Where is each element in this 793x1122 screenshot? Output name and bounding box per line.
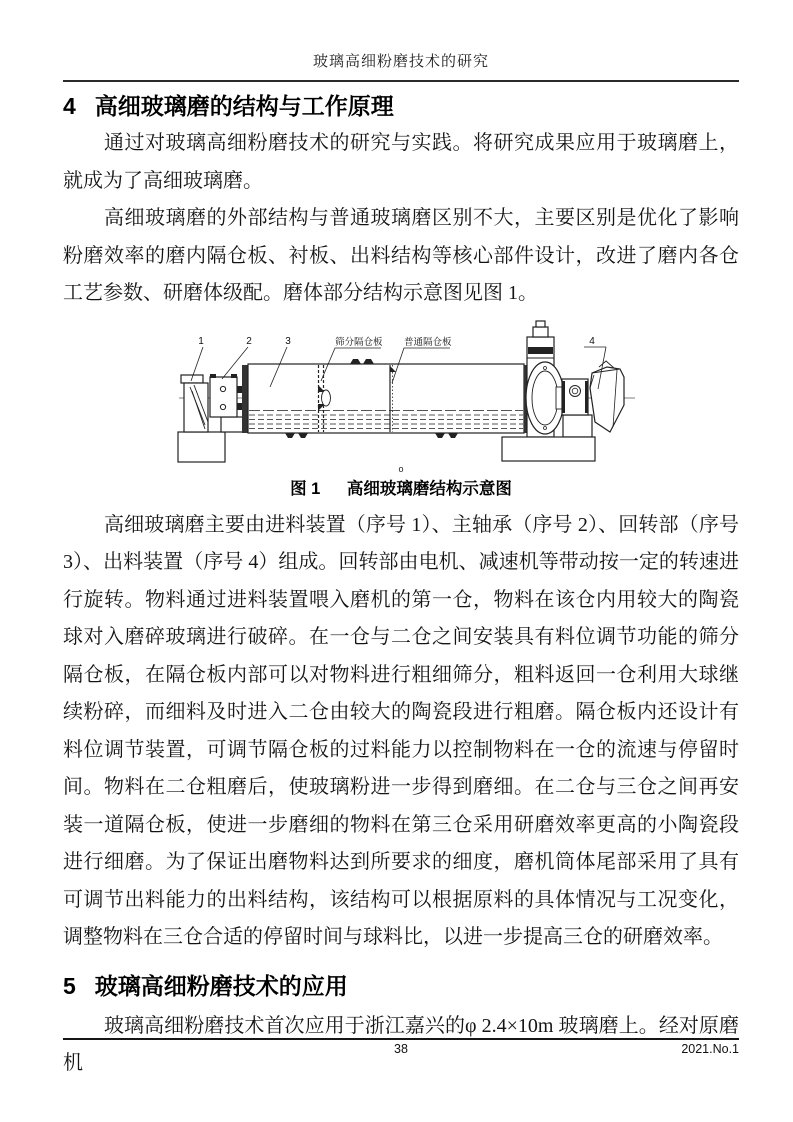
part-label-4: 4 [589,335,595,347]
header-rule [63,80,739,82]
page-footer [63,1038,739,1060]
discharge-hopper [590,367,624,432]
footer-row [63,1042,739,1060]
figure-caption-title: 高细玻璃磨结构示意图 [346,479,512,498]
section-4-number: 4 [63,93,76,119]
part-label-1: 1 [198,335,204,347]
figure-caption [63,475,739,499]
part-label-2: 2 [246,335,252,347]
drum-shell [248,364,524,433]
section-5-number: 5 [63,972,76,999]
paragraph-3: 高细玻璃磨主要由进料装置（序号 1）、主轴承（序号 2）、回转部（序号 3）、出料装置（序号 4）组成。回转部由电机、减速机等带动按一定的转速进行旋转。物料通过进料装置喂入磨机的第一仓，物料在该仓内用较大的陶瓷球对入磨碎玻璃进行破碎。在一仓与二仓之间安装具有料位调节功能的筛分隔仓板，在隔仓板内部可以对物料进行粗细筛分，粗料返回一仓利用大球继续粉碎，而细料及时进入二仓由较大的陶瓷段进行粗磨。隔仓板内还设计有料位调节装置，可调节隔仓板的过料能力以控制物料在一仓的流速与停留时间。物料在二仓粗磨后，使玻璃粉进一步得到磨细。在二仓与三仓之间再安装一道隔仓板，使进一步磨细的物料在第三仓采用研磨效率更高的小陶瓷段进行细磨。为了保证出磨物料达到所要求的细度，磨机筒体尾部采用了具有可调节出料能力的出料结构，该结构可以根据原料的具体情况与工况变化，调整物料在三仓合适的停留时间与球料比，以进一步提高三仓的研磨效率。 [63,513,739,948]
running-title: 玻璃高细粉磨技术的研究 [312,54,489,70]
section-4-heading [63,91,739,121]
discharge-bearing-pedestal [563,415,592,437]
issue-number: 2021.No.1 [681,1042,739,1056]
feed-base-block [178,432,225,462]
figure-caption-label: 图 1 [290,479,321,498]
content-column [63,0,739,1083]
section-5-heading [63,971,739,1001]
page-number: 38 [394,1042,408,1056]
paragraph-2: 高细玻璃磨的外部结构与普通玻璃磨区别不大，主要区别是优化了影响粉磨效率的磨内隔仓板、衬板、出料结构等核心部件设计，改进了磨内各仓工艺参数、研磨体级配。磨体部分结构示意图见图 1。 [63,207,739,304]
figure-1 [63,315,739,465]
annotation-screen-partition: 筛分隔仓板 [335,336,383,348]
annotation-ordinary-partition: 普通隔仓板 [404,336,452,348]
drum-left-cap [242,365,248,433]
paragraph-1: 通过对玻璃高细粉磨技术的研究与实践。将研究成果应用于玻璃磨上，就成为了高细玻璃磨。 [63,132,739,192]
part-label-3: 3 [285,335,291,347]
main-bearing-box [210,377,237,417]
section-4-title: 高细玻璃磨的结构与工作原理 [94,93,394,119]
mill-structure-drawing [167,315,642,465]
paragraph-4: 玻璃高细粉磨技术首次应用于浙江嘉兴的φ 2.4×10m 玻璃磨上。经对原磨机 [63,1014,739,1074]
discharge-base-block [502,437,595,461]
footer-rule [63,1038,739,1040]
section-5-title: 玻璃高细粉磨技术的应用 [94,972,348,999]
scan-artifact-mark: o [398,463,404,474]
